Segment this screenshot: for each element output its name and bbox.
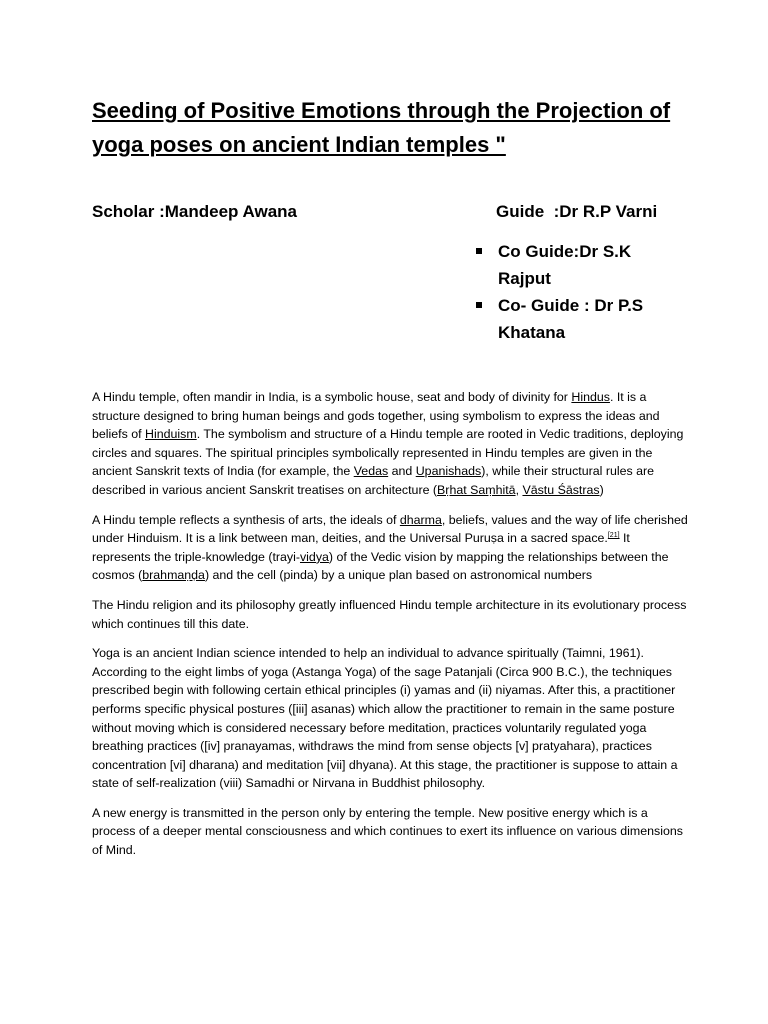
paragraph-text: . The symbolism and structure of a Hindu temple are rooted in Vedic traditions, deploying circles and squares. The spiritual principles symbolically represented in Hindu temples are given in the ancient Sanskrit texts of India (for example, the (92, 427, 684, 479)
co-guide-item (472, 292, 682, 346)
paragraph-synthesis (92, 511, 688, 585)
square-bullet-icon (476, 248, 482, 254)
paragraph-new-energy: A new energy is transmitted in the person only by entering the temple. New positive energy which is a process of a deeper mental consciousness and which continues to exert its influence on various dimensions of Mind. (92, 805, 683, 858)
paragraph-text: A Hindu temple reflects a synthesis of arts, the ideals of (92, 512, 400, 527)
paragraph-text: ) and the cell (pinda) by a unique plan based on astronomical numbers (204, 568, 593, 583)
co-guide-item (472, 238, 682, 292)
paragraph-text: and (388, 464, 416, 479)
paragraph-hindu-religion: The Hindu religion and its philosophy greatly influenced Hindu temple architecture in its evolutionary process which continues till this date. (92, 597, 687, 631)
paragraph-text: , beliefs, values and the way of life cherished under Hinduism. It is a link between man, deities, and the Universal Puruṣa in a sacred space. (92, 512, 688, 546)
co-guide-text: Co- Guide : Dr P.S Khatana (498, 296, 644, 342)
paragraph-text: ), while their structural rules are described in various ancient Sanskrit treatises on architecture ( (92, 464, 655, 497)
paragraph-text: . It is a structure designed to bring human beings and gods together, using symbolism to express the ideas and beliefs of (92, 390, 660, 442)
link-upanishads[interactable]: Upanishads (415, 464, 482, 479)
paragraph-text: ) (599, 482, 604, 497)
square-bullet-icon (476, 302, 482, 308)
paragraph-yoga: Yoga is an ancient Indian science intended to help an individual to advance spiritually (Taimni, 1961). According to the eight limbs of yoga (Astanga Yoga) of the sage Patanjali (Circa 900 B.C.), the techniques prescribed begin with following certain ethical principles (i) yamas and (ii) niyamas. After this, a practitioner performs specific physical postures ([iii] asanas) which allow the practitioner to remain in the same posture without moving which is considered necessary before meditation, practices voluntarily regulated yoga breathing practices ([iv] pranayamas, withdraws the mind from sense objects [v] pratyahara), practices concentration [vi] dharana) and meditation [vii] dhyana). At this stage, the practitioner is suppose to attain a state of self-realization (viii) Samadhi or Nirvana in Buddhist philosophy. (92, 646, 678, 791)
link-brahmanda[interactable]: brahmaṇḍa (142, 568, 205, 583)
link-vastu-sastras[interactable]: Vāstu Śāstras (522, 482, 600, 497)
co-guide-list (472, 238, 682, 346)
link-dharma[interactable]: dharma (399, 512, 442, 527)
paragraph-text: It represents the triple-knowledge (trayi- (92, 531, 630, 564)
link-hindus[interactable]: Hindus (571, 390, 610, 404)
guide-name: Guide :Dr R.P Varni (496, 202, 658, 221)
link-hinduism[interactable]: Hinduism (145, 427, 197, 442)
scholar-name: Scholar :Mandeep Awana (92, 202, 297, 221)
co-guide-text: Co Guide:Dr S.K Rajput (498, 242, 632, 288)
citation-link[interactable]: [21] (607, 532, 620, 540)
link-vidya[interactable]: vidya (299, 549, 329, 564)
link-vedas[interactable]: Vedas (353, 464, 389, 479)
paragraph-text: A Hindu temple, often mandir in India, is a symbolic house, seat and body of divinity for (92, 390, 572, 404)
link-brhat-samhita[interactable]: Bṛhat Saṃhitā (437, 482, 516, 497)
document-title: Seeding of Positive Emotions through the Projection of yoga poses on ancient Indian temples " (92, 98, 671, 157)
paragraph-hindu-temple (92, 388, 688, 500)
paragraph-text: ) of the Vedic vision by mapping the relationships between the cosmos ( (92, 549, 669, 583)
document-body (92, 388, 688, 871)
paragraph-text: , (515, 482, 523, 497)
